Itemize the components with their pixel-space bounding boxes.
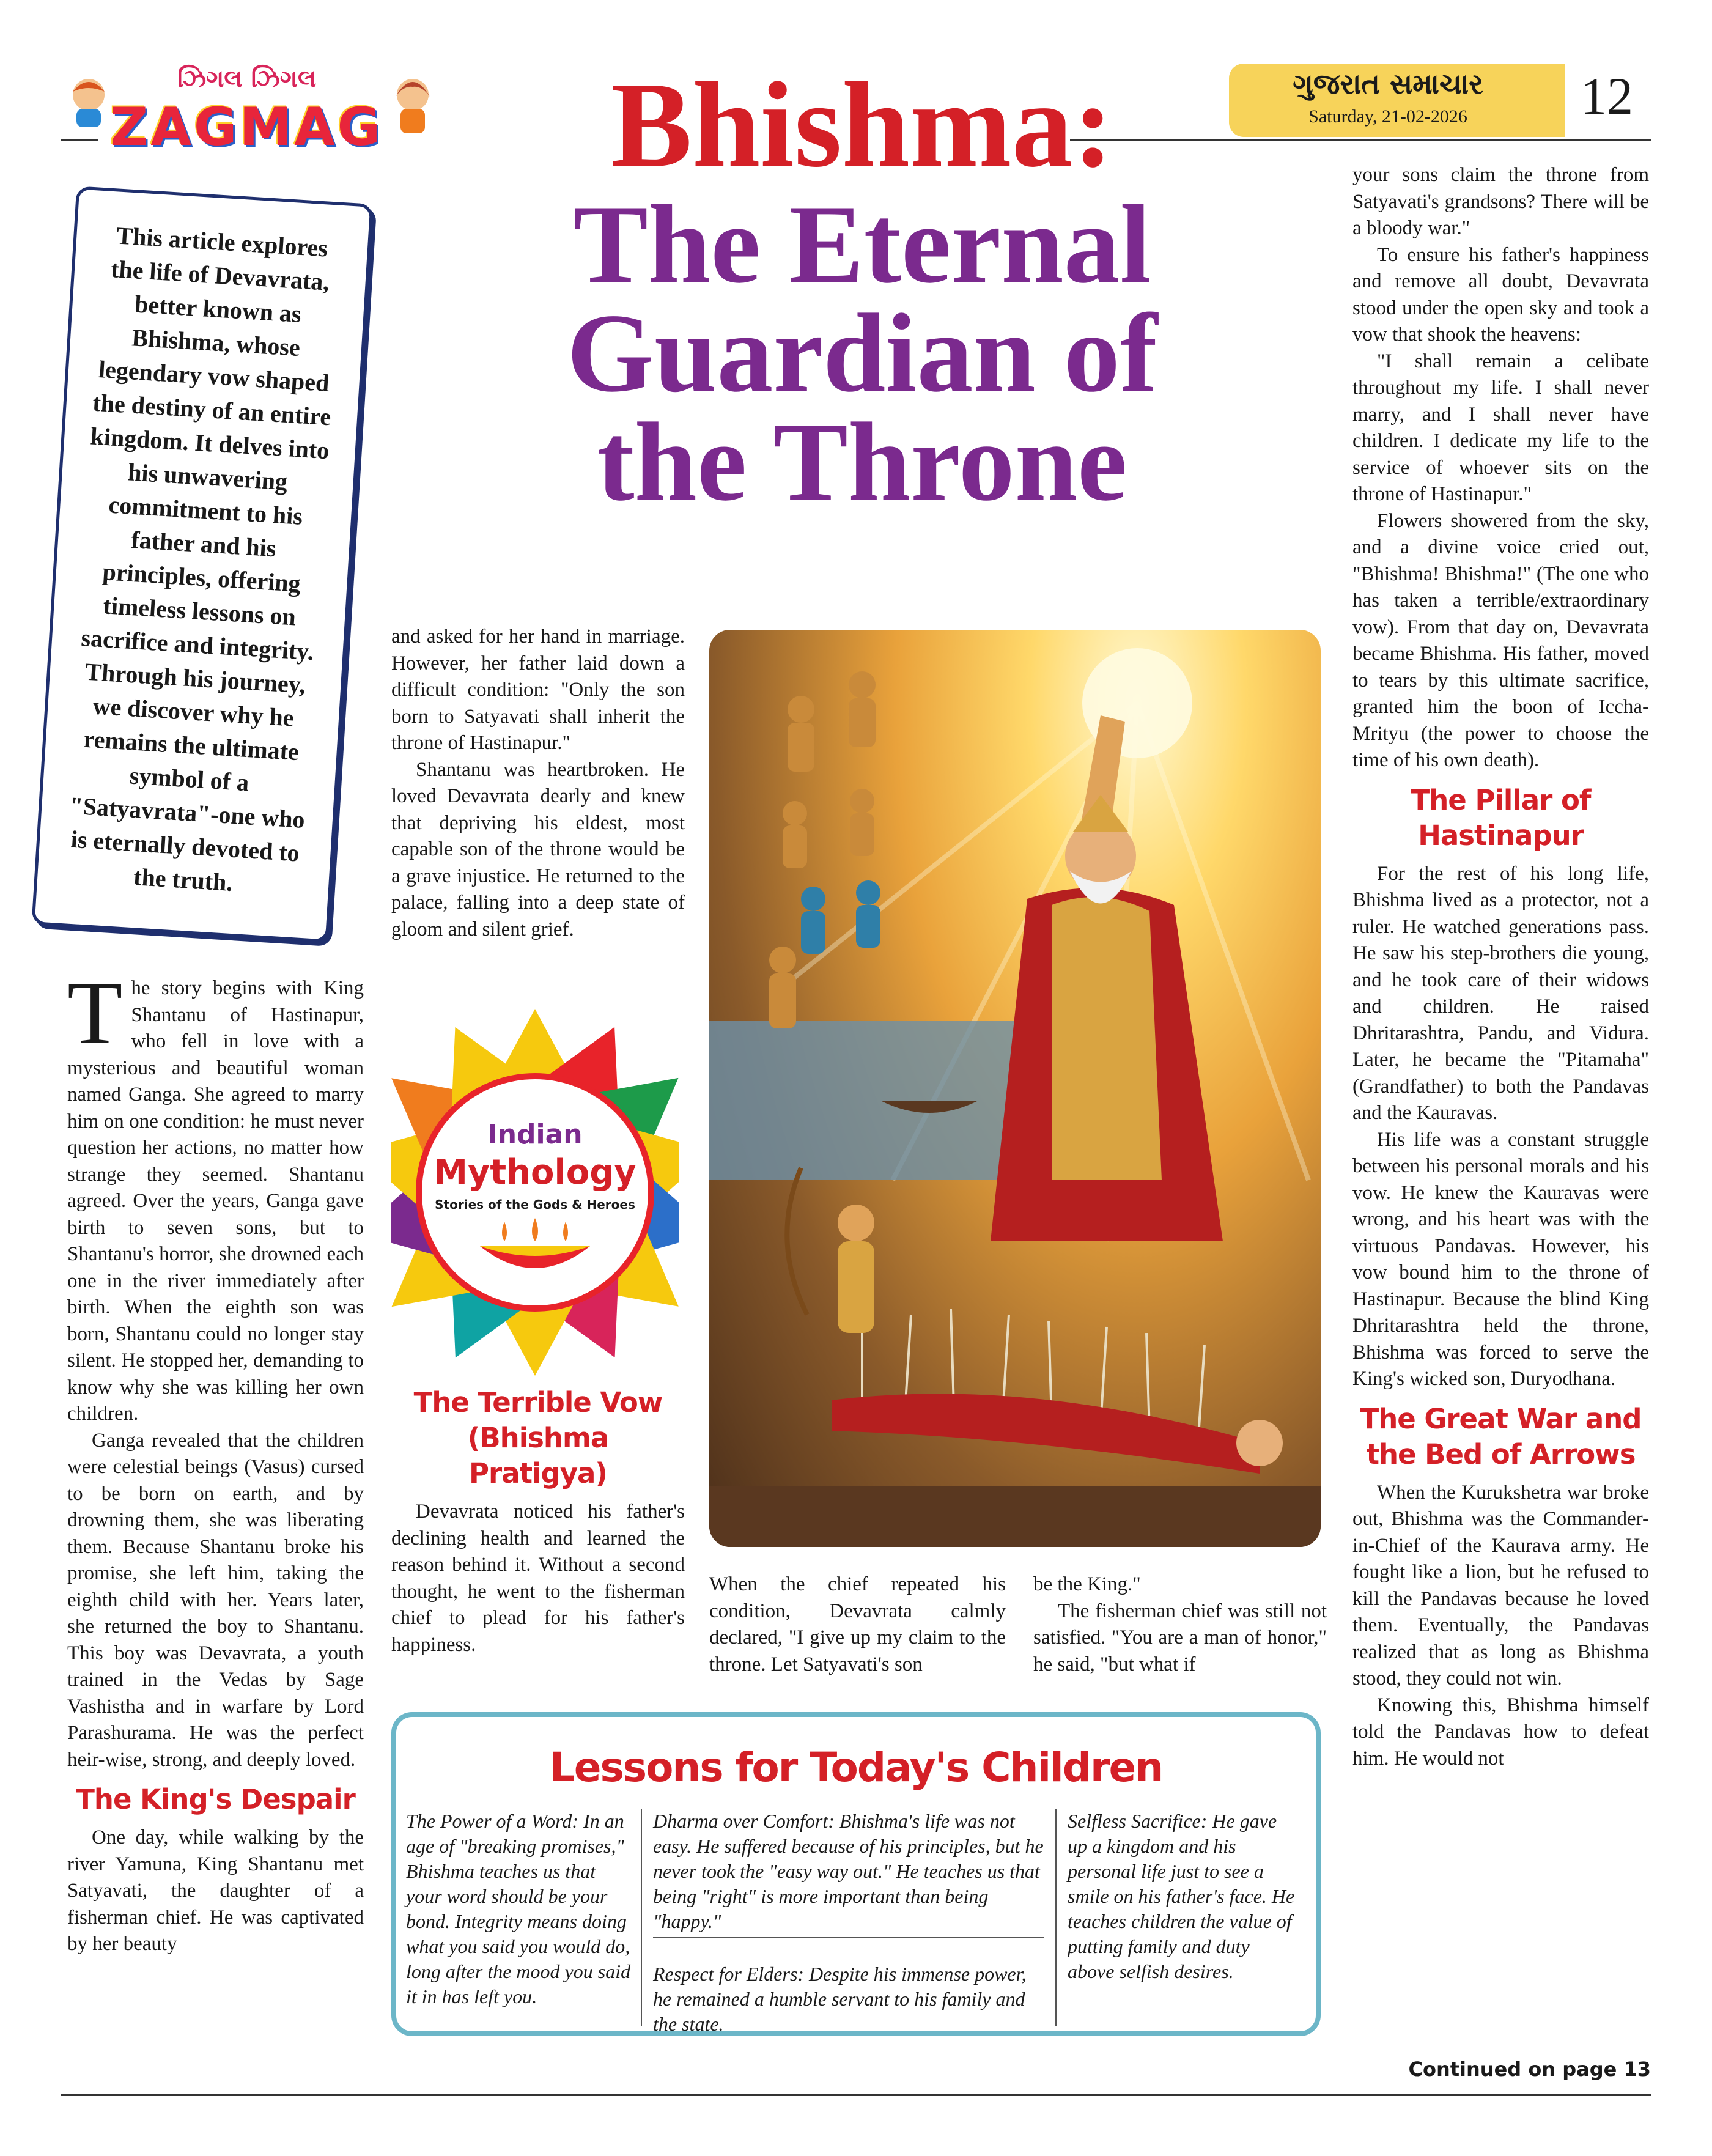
col5-paragraph-8: Knowing this, Bhishma himself told the Pandavas how to defeat him. He would not <box>1352 1694 1649 1770</box>
col5-paragraph-1: your sons claim the throne from Satyavati's grandsons? There will be a bloody war." <box>1352 164 1649 239</box>
column-2-top <box>391 624 685 943</box>
paper-name: ગુજરાત સમાચાર <box>1293 67 1483 100</box>
col1-paragraph-1 <box>67 963 364 1428</box>
continued-note: Continued on page 13 <box>1408 2058 1651 2081</box>
badge-indian: Indian <box>487 1119 583 1150</box>
col5-paragraph-3: "I shall remain a celibate throughout my life. I shall never marry, and I shall never have children. I dedicate my life to the service of whoever sits on the throne of Hastinapur." <box>1352 350 1649 505</box>
col2-paragraph-2: Shantanu was heartbroken. He loved Devavrata dearly and knew that depriving his eldest, most capable son of the throne would be a grave injustice. He returned to the palace, falling into a deep state of gloom and silent grief. <box>391 758 685 940</box>
zagmag-logo <box>61 61 452 158</box>
headline-line-2: The Eternal <box>573 182 1151 306</box>
subhead-great-war: The Great War and the Bed of Arrows <box>1360 1402 1642 1471</box>
drop-cap: T <box>67 963 123 1063</box>
lessons-divider-mid <box>653 1937 1044 1938</box>
page-number: 12 <box>1581 67 1633 125</box>
lessons-divider-2 <box>1055 1809 1057 2026</box>
col1-paragraph-2: Ganga revealed that the children were celestial beings (Vasus) cursed to be born on earth, and by drowning them, she was liberating them. Because Shantanu broke his promise, she left him, taking the eighth child with her. Years later, she returned the boy to Shantanu. This boy was Devavrata, a youth trained in the Vedas by Sage Vashistha and in warfare by Lord Parashurama. He was the perfect heir-wise, strong, and deeply loved. <box>67 1429 364 1771</box>
kid-girl-icon <box>385 73 440 141</box>
kid-boy-icon <box>61 73 116 128</box>
lessons-title: Lessons for Today's Children <box>549 1744 1163 1791</box>
lesson-power-of-word: The Power of a Word: In an age of "breaking promises," Bhishma teaches us that your word should be your bond. Integrity means doing what you said you would do, long after the mood you said it in has left you. <box>406 1810 631 2007</box>
col4-paragraph-1: be the King." <box>1033 1573 1141 1595</box>
col5-paragraph-7: When the Kurukshetra war broke out, Bhishma was the Commander-in-Chief of the Kaurava army. He fought like a lion, but he refused to kill the Pandavas because he loved them. Eventually, the Pandavas realized that as long as Bhishma stood, they could not win. <box>1352 1481 1649 1689</box>
badge-subtitle: Stories of the Gods & Heroes <box>435 1197 635 1212</box>
subhead-terrible-vow: The Terrible Vow (Bhishma Pratigya) <box>413 1386 663 1490</box>
col3-paragraph-1: When the chief repeated his condition, Devavrata calmly declared, "I give up my claim to the throne. Let Satyavati's son <box>709 1573 1006 1675</box>
col4-paragraph-2: The fisherman chief was still not satisfied. "You are a man of honor," he said, "but what if <box>1033 1600 1327 1675</box>
intro-text: This article explores the life of Devavrata, better known as Bhishma, whose legendary vow shaped the destiny of an entire kingdom. It delves into his unwavering commitment to his father and his principles, offering timeless lessons on sacrifice and integrity. Through his journey, we discover why he remains the ultimate symbol of a "Satyavrata"-one who is eternally devoted to the truth. <box>68 221 332 896</box>
badge-mythology: Mythology <box>434 1153 636 1192</box>
logo-gujarati-text: ઝિગલ ઝિગલ <box>177 65 317 93</box>
logo-english-text: ZAGMAG <box>110 97 383 158</box>
column-4 <box>1033 1571 1327 1678</box>
lesson-respect-for-elders: Respect for Elders: Despite his immense power, he remained a humble servant to his family and the state. <box>653 1963 1027 2035</box>
intro-box <box>32 186 374 942</box>
subhead-pillar-of-hastinapur: The Pillar of Hastinapur <box>1411 783 1591 852</box>
headline-line-3: Guardian of <box>566 290 1158 415</box>
column-2-bottom <box>391 1385 685 1658</box>
col5-paragraph-2: To ensure his father's happiness and remove all doubt, Devavrata stood under the open sky and took a vow that shook the heavens: <box>1352 243 1649 345</box>
lessons-divider-1 <box>641 1809 642 2026</box>
mythology-badge <box>391 1003 679 1382</box>
col5-paragraph-5: For the rest of his long life, Bhishma lived as a protector, not a ruler. He watched generations pass. He saw his step-brothers die young, and he took care of their widows and children. He raised Dhritarashtra, Pandu, and Vidura. Later, he became the "Pitamaha" (Grandfather) to both the Pandavas and the Kauravas. <box>1352 862 1649 1124</box>
lessons-box <box>391 1712 1321 2036</box>
col2-paragraph-3: Devavrata noticed his father's declining health and learned the reason behind it. Without a second thought, he went to the fisherman chief to plead for his father's happiness. <box>391 1501 685 1656</box>
subhead-kings-despair: The King's Despair <box>76 1783 355 1815</box>
footer-rule <box>61 2094 1651 2096</box>
headline-line-4: the Throne <box>597 399 1127 524</box>
flower-petals-icon <box>391 1003 679 1382</box>
masthead-left-rule <box>61 139 98 141</box>
issue-date: Saturday, 21-02-2026 <box>1308 106 1467 127</box>
col5-paragraph-6: His life was a constant struggle between his personal morals and his vow. He knew the Kauravas were wrong, and his heart was with the virtuous Pandavas. However, his vow bound him to the throne of Hastinapur. Because the blind King Dhritarashtra held the throne, Bhishma was forced to serve the King's wicked son, Duryodhana. <box>1352 1128 1649 1390</box>
headline <box>465 57 1260 524</box>
col1-p1-text: he story begins with King Shantanu of Hastinapur, who fell in love with a mysterious and beautiful woman named Ganga. She agreed to marry him on one condition: he must never question her actions, no matter how strange they seemed. Shantanu agreed. Over the years, Ganga gave birth to seven sons, but to Shantanu's horror, she drowned each one in the river immediately after birth. When the eighth son was born, Shantanu could no longer stay silent. He stopped her, demanding to know why she was killing her own children. <box>67 977 364 1425</box>
column-1 <box>67 963 364 1958</box>
lesson-dharma-over-comfort: Dharma over Comfort: Bhishma's life was not easy. He suffered because of his principles, but he never took the "easy way out." He teaches us that being "right" is more important than being "happy." <box>653 1810 1044 1932</box>
headline-line-1: Bhishma: <box>610 57 1114 193</box>
illustration-scene <box>709 630 1321 1547</box>
column-5 <box>1352 162 1649 1772</box>
column-3 <box>709 1571 1006 1678</box>
diya-lamps-icon <box>468 1217 602 1284</box>
bhishma-illustration <box>709 630 1321 1547</box>
lesson-selfless-sacrifice: Selfless Sacrifice: He gave up a kingdom and his personal life just to see a smile on his father's face. He teaches children the value of putting family and duty above selfish desires. <box>1068 1810 1295 1982</box>
col1-paragraph-3: One day, while walking by the river Yamuna, King Shantanu met Satyavati, the daughter of a fisherman chief. He was captivated by her beauty <box>67 1826 364 1955</box>
paper-name-banner <box>1229 64 1565 137</box>
col2-paragraph-1: and asked for her hand in marriage. However, her father laid down a difficult condition: "Only the son born to Satyavati shall inherit the throne of Hastinapur." <box>391 626 685 754</box>
col5-paragraph-4: Flowers showered from the sky, and a divine voice cried out, "Bhishma! Bhishma!" (The one who has taken a terrible/extraordinary vow). From that day on, Devavrata became Bhishma. His father, moved to tears by this ultimate sacrifice, granted him the boon of Iccha-Mrityu (the power to choose the time of his own death). <box>1352 509 1649 771</box>
